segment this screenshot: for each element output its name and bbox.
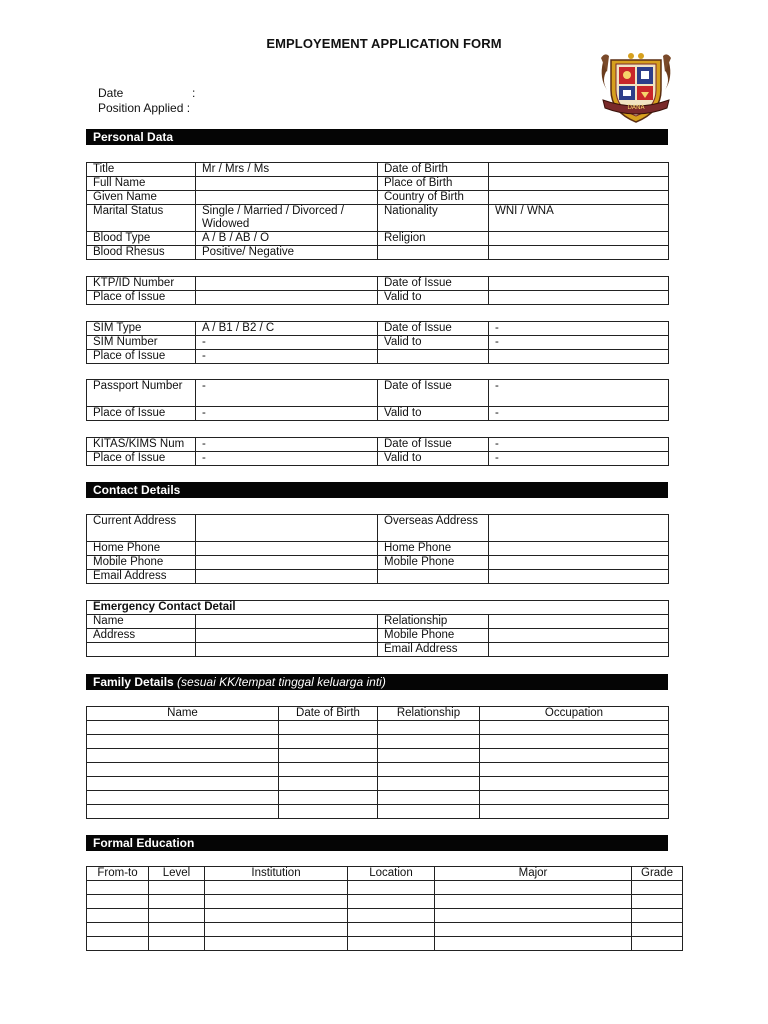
table-cell[interactable] xyxy=(632,895,683,909)
section-personal-data: Personal Data xyxy=(86,129,668,145)
table-cell[interactable] xyxy=(348,895,435,909)
table-cell[interactable] xyxy=(279,721,378,735)
table-row xyxy=(87,291,669,305)
column-header: Major xyxy=(435,867,632,881)
field-label: Email Address xyxy=(378,643,489,657)
table-cell[interactable] xyxy=(149,881,205,895)
field-value[interactable] xyxy=(489,643,669,657)
table-row xyxy=(87,336,669,350)
sim-table xyxy=(86,321,669,364)
field-label: Date of Issue xyxy=(378,380,489,407)
table-cell[interactable] xyxy=(279,805,378,819)
field-value[interactable] xyxy=(196,291,378,305)
table-row xyxy=(87,629,669,643)
table-row xyxy=(87,923,683,937)
table-row xyxy=(87,643,669,657)
column-header: Level xyxy=(149,867,205,881)
field-value[interactable] xyxy=(489,163,669,177)
column-header: Name xyxy=(87,707,279,721)
table-row xyxy=(87,515,669,542)
field-value[interactable] xyxy=(196,615,378,629)
table-cell[interactable] xyxy=(279,749,378,763)
passport-table xyxy=(86,379,669,421)
field-value[interactable]: - xyxy=(196,336,378,350)
table-row xyxy=(87,380,669,407)
personal-main-table xyxy=(86,162,669,260)
table-cell[interactable] xyxy=(87,735,279,749)
field-label: KITAS/KIMS Num xyxy=(87,438,196,452)
table-cell[interactable] xyxy=(480,763,669,777)
field-value[interactable] xyxy=(489,629,669,643)
table-cell[interactable] xyxy=(435,881,632,895)
field-label: Date of Issue xyxy=(378,438,489,452)
table-cell[interactable] xyxy=(378,763,480,777)
position-row xyxy=(98,101,190,115)
table-cell[interactable] xyxy=(378,735,480,749)
table-row xyxy=(87,791,669,805)
table-cell[interactable] xyxy=(435,895,632,909)
field-value[interactable] xyxy=(489,556,669,570)
column-header: Location xyxy=(348,867,435,881)
field-value[interactable] xyxy=(489,515,669,542)
column-header: Grade xyxy=(632,867,683,881)
field-label xyxy=(87,643,196,657)
field-label: Overseas Address xyxy=(378,515,489,542)
table-cell[interactable] xyxy=(348,923,435,937)
table-row xyxy=(87,570,669,584)
field-value[interactable] xyxy=(196,515,378,542)
table-row xyxy=(87,350,669,364)
field-label: Name xyxy=(87,615,196,629)
table-cell[interactable] xyxy=(205,923,348,937)
field-value[interactable] xyxy=(196,191,378,205)
table-cell[interactable] xyxy=(205,909,348,923)
table-cell[interactable] xyxy=(632,881,683,895)
table-cell[interactable] xyxy=(348,909,435,923)
family-header-label: Family Details xyxy=(93,675,174,689)
table-cell[interactable] xyxy=(378,791,480,805)
page-title: EMPLOYEMENT APPLICATION FORM xyxy=(266,36,502,51)
table-cell[interactable] xyxy=(87,895,149,909)
field-label: Place of Issue xyxy=(87,350,196,364)
table-row xyxy=(87,601,669,615)
table-row xyxy=(87,438,669,452)
field-label: Mobile Phone xyxy=(378,556,489,570)
field-label: Place of Issue xyxy=(87,291,196,305)
table-cell[interactable] xyxy=(87,937,149,951)
family-table xyxy=(86,706,669,819)
section-family-details xyxy=(86,674,668,690)
field-label: Place of Birth xyxy=(378,177,489,191)
table-cell[interactable] xyxy=(348,881,435,895)
table-cell[interactable] xyxy=(348,937,435,951)
field-value[interactable]: - xyxy=(489,322,669,336)
field-label: Home Phone xyxy=(378,542,489,556)
field-value[interactable] xyxy=(196,556,378,570)
field-label: Valid to xyxy=(378,291,489,305)
field-label: Valid to xyxy=(378,336,489,350)
field-label: Home Phone xyxy=(87,542,196,556)
field-label: SIM Number xyxy=(87,336,196,350)
table-row xyxy=(87,556,669,570)
field-label: Date of Birth xyxy=(378,163,489,177)
table-cell[interactable] xyxy=(480,721,669,735)
table-cell[interactable] xyxy=(87,881,149,895)
field-label: Current Address xyxy=(87,515,196,542)
table-cell[interactable] xyxy=(435,923,632,937)
section-contact-details: Contact Details xyxy=(86,482,668,498)
field-value[interactable] xyxy=(196,177,378,191)
field-value[interactable]: - xyxy=(196,407,378,421)
svg-text:DANA: DANA xyxy=(627,104,645,111)
table-cell[interactable] xyxy=(205,881,348,895)
table-row xyxy=(87,163,669,177)
table-cell[interactable] xyxy=(632,937,683,951)
field-value[interactable] xyxy=(489,232,669,246)
table-cell[interactable] xyxy=(279,791,378,805)
field-value[interactable] xyxy=(489,177,669,191)
table-row xyxy=(87,763,669,777)
field-value[interactable] xyxy=(489,246,669,260)
table-row xyxy=(87,452,669,466)
table-cell[interactable] xyxy=(480,749,669,763)
kitas-table xyxy=(86,437,669,466)
field-label: Date of Issue xyxy=(378,322,489,336)
field-value[interactable]: - xyxy=(196,380,378,407)
crest-logo-icon xyxy=(597,50,675,126)
table-cell[interactable] xyxy=(480,735,669,749)
field-label: Mobile Phone xyxy=(87,556,196,570)
field-value[interactable]: - xyxy=(489,438,669,452)
table-cell[interactable] xyxy=(87,909,149,923)
table-cell[interactable] xyxy=(149,923,205,937)
field-label: Full Name xyxy=(87,177,196,191)
field-value[interactable]: A / B / AB / O xyxy=(196,232,378,246)
field-value[interactable] xyxy=(489,350,669,364)
table-row xyxy=(87,749,669,763)
field-value[interactable] xyxy=(489,542,669,556)
field-value[interactable] xyxy=(196,542,378,556)
column-header: Institution xyxy=(205,867,348,881)
field-value[interactable] xyxy=(196,277,378,291)
field-label: KTP/ID Number xyxy=(87,277,196,291)
date-row xyxy=(98,86,195,100)
table-cell[interactable] xyxy=(378,749,480,763)
field-value[interactable] xyxy=(489,277,669,291)
field-label: Passport Number xyxy=(87,380,196,407)
field-label: Valid to xyxy=(378,407,489,421)
field-label: SIM Type xyxy=(87,322,196,336)
column-header: Date of Birth xyxy=(279,707,378,721)
field-value[interactable]: A / B1 / B2 / C xyxy=(196,322,378,336)
field-label: Address xyxy=(87,629,196,643)
ktp-table xyxy=(86,276,669,305)
table-cell[interactable] xyxy=(205,937,348,951)
field-value[interactable]: Positive/ Negative xyxy=(196,246,378,260)
table-cell[interactable] xyxy=(87,763,279,777)
table-cell[interactable] xyxy=(279,763,378,777)
table-header-row xyxy=(87,867,683,881)
field-value[interactable] xyxy=(196,643,378,657)
field-value[interactable] xyxy=(489,191,669,205)
field-value[interactable] xyxy=(489,615,669,629)
table-cell[interactable] xyxy=(435,909,632,923)
table-cell[interactable] xyxy=(279,777,378,791)
table-row xyxy=(87,777,669,791)
table-cell[interactable] xyxy=(378,777,480,791)
field-label: Valid to xyxy=(378,452,489,466)
table-row xyxy=(87,909,683,923)
column-header: Occupation xyxy=(480,707,669,721)
table-row xyxy=(87,232,669,246)
field-label: Given Name xyxy=(87,191,196,205)
table-row xyxy=(87,322,669,336)
date-colon: : xyxy=(192,86,196,100)
emergency-contact-title: Emergency Contact Detail xyxy=(87,601,669,615)
field-value[interactable] xyxy=(489,291,669,305)
field-value[interactable]: - xyxy=(196,350,378,364)
table-cell[interactable] xyxy=(149,937,205,951)
table-row xyxy=(87,881,683,895)
field-value[interactable] xyxy=(489,570,669,584)
table-row xyxy=(87,721,669,735)
field-value[interactable]: - xyxy=(196,438,378,452)
table-row xyxy=(87,615,669,629)
field-label: Title xyxy=(87,163,196,177)
table-cell[interactable] xyxy=(205,895,348,909)
field-value[interactable]: Single / Married / Divorced / Widowed xyxy=(196,205,378,232)
field-value[interactable]: WNI / WNA xyxy=(489,205,669,232)
table-row xyxy=(87,407,669,421)
field-label: Email Address xyxy=(87,570,196,584)
table-cell[interactable] xyxy=(87,777,279,791)
table-cell[interactable] xyxy=(149,895,205,909)
table-cell[interactable] xyxy=(378,721,480,735)
field-label xyxy=(378,246,489,260)
education-table xyxy=(86,866,683,951)
field-label: Date of Issue xyxy=(378,277,489,291)
field-label: Marital Status xyxy=(87,205,196,232)
table-cell[interactable] xyxy=(149,909,205,923)
table-row xyxy=(87,277,669,291)
table-cell[interactable] xyxy=(480,777,669,791)
field-label xyxy=(378,350,489,364)
field-label: Blood Type xyxy=(87,232,196,246)
table-cell[interactable] xyxy=(632,923,683,937)
section-formal-education: Formal Education xyxy=(86,835,668,851)
field-label: Mobile Phone xyxy=(378,629,489,643)
field-label: Blood Rhesus xyxy=(87,246,196,260)
field-label: Relationship xyxy=(378,615,489,629)
position-applied-label: Position Applied : xyxy=(98,101,191,115)
field-value[interactable]: Mr / Mrs / Ms xyxy=(196,163,378,177)
family-header-note: (sesuai KK/tempat tinggal keluarga inti) xyxy=(177,675,386,689)
field-label: Country of Birth xyxy=(378,191,489,205)
table-header-row xyxy=(87,707,669,721)
column-header: From-to xyxy=(87,867,149,881)
table-row xyxy=(87,177,669,191)
table-row xyxy=(87,937,683,951)
field-value[interactable]: - xyxy=(489,380,669,407)
field-label: Place of Issue xyxy=(87,407,196,421)
table-cell[interactable] xyxy=(87,805,279,819)
table-row xyxy=(87,735,669,749)
table-cell[interactable] xyxy=(87,749,279,763)
table-cell[interactable] xyxy=(435,937,632,951)
field-value[interactable] xyxy=(196,570,378,584)
field-label: Nationality xyxy=(378,205,489,232)
field-value[interactable]: - xyxy=(489,336,669,350)
table-cell[interactable] xyxy=(87,721,279,735)
field-label xyxy=(378,570,489,584)
table-row xyxy=(87,205,669,232)
column-header: Relationship xyxy=(378,707,480,721)
table-cell[interactable] xyxy=(480,791,669,805)
table-row xyxy=(87,191,669,205)
table-cell[interactable] xyxy=(279,735,378,749)
contact-table xyxy=(86,514,669,584)
table-cell[interactable] xyxy=(632,909,683,923)
field-label: Religion xyxy=(378,232,489,246)
field-label: Place of Issue xyxy=(87,452,196,466)
date-label: Date xyxy=(98,86,124,100)
table-row xyxy=(87,805,669,819)
emergency-contact-table xyxy=(86,600,669,657)
field-value[interactable]: - xyxy=(489,407,669,421)
table-cell[interactable] xyxy=(378,805,480,819)
field-value[interactable]: - xyxy=(489,452,669,466)
table-cell[interactable] xyxy=(480,805,669,819)
table-cell[interactable] xyxy=(87,923,149,937)
field-value[interactable]: - xyxy=(196,452,378,466)
table-row xyxy=(87,542,669,556)
table-cell[interactable] xyxy=(87,791,279,805)
field-value[interactable] xyxy=(196,629,378,643)
table-row xyxy=(87,895,683,909)
table-row xyxy=(87,246,669,260)
